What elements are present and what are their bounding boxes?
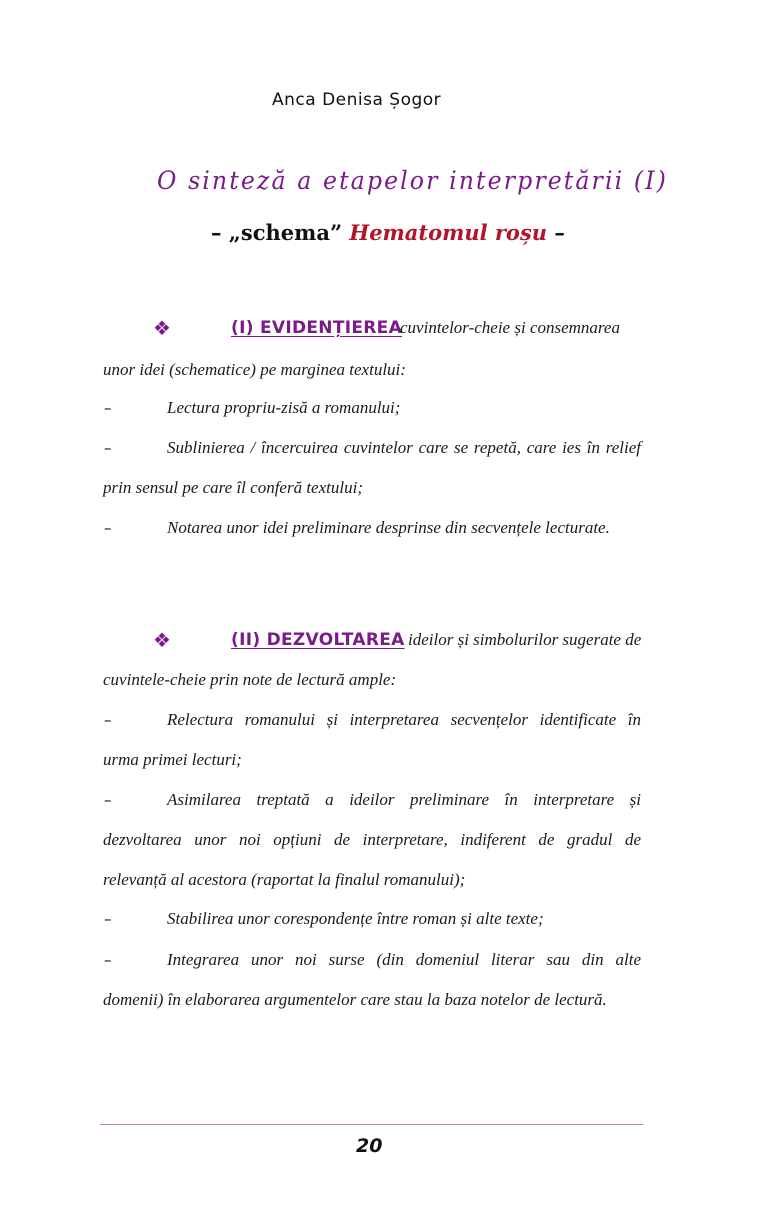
page-subtitle xyxy=(211,220,565,245)
list-item-text: Notarea unor idei preliminare desprinse din secvențele lecturate. xyxy=(167,518,610,537)
list-item-text: Asimilarea treptată a ideilor preliminare în interpretare și xyxy=(167,790,641,809)
list-dash: – xyxy=(104,439,112,457)
diamond-bullet-icon: ❖ xyxy=(153,316,171,340)
list-dash: – xyxy=(104,399,112,417)
subtitle-prefix: – „schema” xyxy=(211,220,350,245)
list-item-text: Relectura romanului și interpretarea secvențelor identificate în xyxy=(167,710,641,729)
section-intro-text: unor idei (schematice) pe marginea textului: xyxy=(103,360,406,379)
list-item-text: Integrarea unor noi surse (din domeniul literar sau din alte xyxy=(167,950,641,969)
subtitle-suffix: – xyxy=(547,220,565,245)
list-item-text: Lectura propriu-zisă a romanului; xyxy=(167,398,401,417)
list-item-text: urma primei lecturi; xyxy=(103,750,242,769)
list-dash: – xyxy=(104,951,112,969)
section-intro-text: cuvintelor-cheie și consemnarea xyxy=(400,318,620,337)
subtitle-highlight: Hematomul roșu xyxy=(349,220,548,245)
section-intro-text: ideilor și simbolurilor sugerate de xyxy=(408,630,642,649)
list-item-text: relevanță al acestora (raportat la finalul romanului); xyxy=(103,870,466,889)
list-dash: – xyxy=(104,711,112,729)
list-item-text: Sublinierea / încercuirea cuvintelor care se repetă, care ies în relief xyxy=(167,438,641,457)
list-dash: – xyxy=(104,791,112,809)
running-header-author: Anca Denisa Șogor xyxy=(272,90,442,110)
list-item-text: prin sensul pe care îl conferă textului; xyxy=(103,478,363,497)
list-item-text: domenii) în elaborarea argumentelor care stau la baza notelor de lectură. xyxy=(103,990,607,1009)
list-dash: – xyxy=(104,910,112,928)
diamond-bullet-icon: ❖ xyxy=(153,628,171,652)
footer-divider xyxy=(100,1124,643,1125)
page-title: O sinteză a etapelor interpretării (I) xyxy=(157,166,668,195)
list-item-text: dezvoltarea unor noi opțiuni de interpretare, indiferent de gradul de xyxy=(103,830,641,849)
page-number: 20 xyxy=(356,1135,383,1157)
list-dash: – xyxy=(104,519,112,537)
section-heading-dezvoltarea: (II) DEZVOLTAREA xyxy=(231,630,405,650)
section-heading-evidentierea: (I) EVIDENȚIEREA xyxy=(231,318,403,338)
section-intro-text: cuvintele-cheie prin note de lectură ample: xyxy=(103,670,397,689)
list-item-text: Stabilirea unor corespondențe între roman și alte texte; xyxy=(167,909,544,928)
